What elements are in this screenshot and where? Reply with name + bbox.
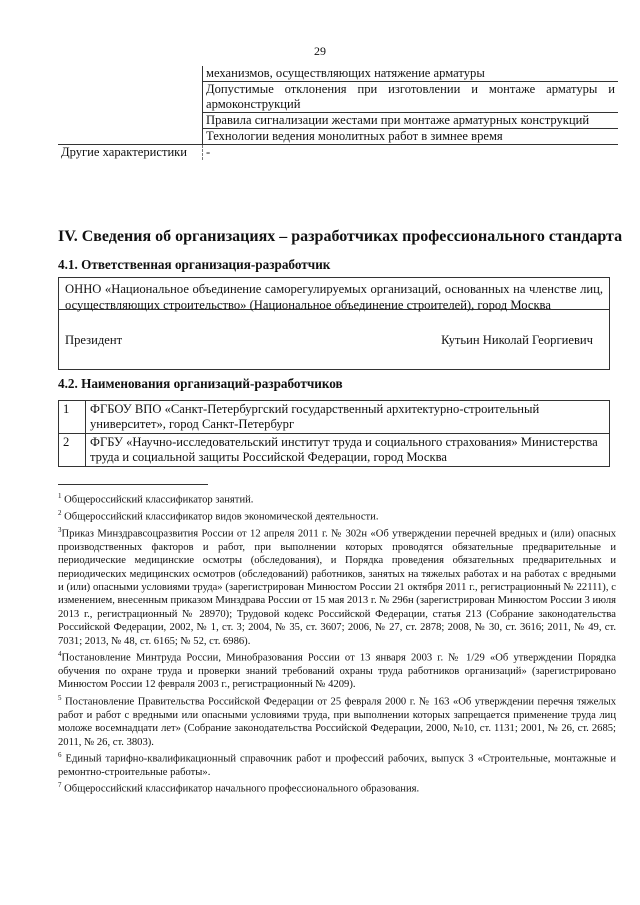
footnote: $^4$Постановление Минтруда России, Минобразования России от 13 января 2003 г. № 1/29 «Об утверждении Порядка обучения по охране труда и проверки знаний требований охраны труда работников организаций» (зарегистрировано Минюстом России 12 февраля 2003 г., регистрационный № 4209). [58,650,616,691]
characteristics-table [58,66,618,160]
table-cell: Технологии ведения монолитных работ в зимнее время [203,129,619,145]
developers-heading: 4.2. Наименования организаций-разработчиков [58,376,343,391]
table-row [58,113,618,129]
table-cell: Правила сигнализации жестами при монтаже арматурных конструкций [203,113,619,129]
other-characteristics-value: - [203,145,619,161]
signatory-position: Президент [65,333,123,347]
table-cell: Допустимые отклонения при изготовлении и монтаже арматуры и армоконструкций [203,82,619,113]
footnote: $^3$Приказ Минздравсоцразвития России от 12 апреля 2011 г. № 302н «Об утверждении перечней вредных и (или) опасных производственных факторов и работ, при выполнении которых проводятся обязательные предварительные и периодические медицинские осмотры (обследования), и Порядка проведения обязательных предварительных и периодических медицинских осмотров (обследований) работников, занятых на тяжелых работах и на работах с вредными и (или) опасными условиями труда» (зарегистрирован Минюстом России 21 октября 2011 г., регистрационный № 22111), с изменением, внесенным приказом Минздрава России от 15 мая 2013 г. № 296н (зарегистрирован Минюстом России 3 июля 2013 г., регистрационный № 28970); Трудовой кодекс Российской Федерации, статья 213 (Собрание законодательства Российской Федерации, 2002, № 1, ст. 3; 2004, № 35, ст. 3607; 2006, № 27, ст. 2878; 2008, № 30, ст. 3616; 2011, № 49, ст. 7031; 2013, № 48, ст. 6165; № 52, ст. 6986). [58,525,616,647]
row-number: 1 [59,401,86,434]
footnote: $^5$ Постановление Правительства Российской Федерации от 25 февраля 2000 г. № 163 «Об утверждении перечня тяжелых работ и работ с вредными или опасными условиями труда, при выполнении которых запрещается применение труда лиц моложе восемнадцати лет» (Собрание законодательства Российской Федерации, 2000, №10, ст. 1131; 2001, № 26, ст. 2685; 2011, № 26, ст. 3803). [58,693,616,748]
other-characteristics-label: Другие характеристики [61,145,188,159]
table-row [58,145,618,161]
responsible-heading: 4.1. Ответственная организация-разработчик [58,257,331,272]
responsible-org-name: ОННО «Национальное объединение саморегулируемых организаций, основанных на членстве лиц, осуществляющих строительство» (Национальное объединение строителей), город Москва [59,278,609,310]
table-row [59,434,610,467]
row-number: 2 [59,434,86,467]
footnotes [58,490,616,796]
footnote: $^7$ Общероссийский классификатор начального профессионального образования. [58,781,420,795]
footnote: $^1$ Общероссийский классификатор занятий. [58,492,254,506]
section-title: IV. Сведения об организациях – разработчиках профессионального стандарта [58,228,623,245]
footnote: $^6$ Единый тарифно-квалификационный справочник работ и профессий рабочих, выпуск 3 «Строительные, монтажные и ремонтно-строительные работы». [58,750,616,778]
developer-org: ФГБУ «Научно-исследовательский институт труда и социального страхования» Министерства труда и социальной защиты Российской Федерации, город Москва [86,434,610,467]
table-cell: механизмов, осуществляющих натяжение арматуры [203,66,619,82]
developer-org: ФГБОУ ВПО «Санкт-Петербургский государственный архитектурно-строительный университет», город Санкт-Петербург [86,401,610,434]
table-row [58,82,618,113]
table-row [58,129,618,145]
signatory-name: Кутьин Николай Георгиевич [441,333,593,347]
footnote: $^2$ Общероссийский классификатор видов экономической деятельности. [58,508,379,523]
responsible-org-box [58,277,610,370]
table-row [58,66,618,82]
page-number: 29 [314,44,326,58]
footnote-divider [58,484,208,485]
table-row [59,401,610,434]
developers-table [58,400,610,467]
